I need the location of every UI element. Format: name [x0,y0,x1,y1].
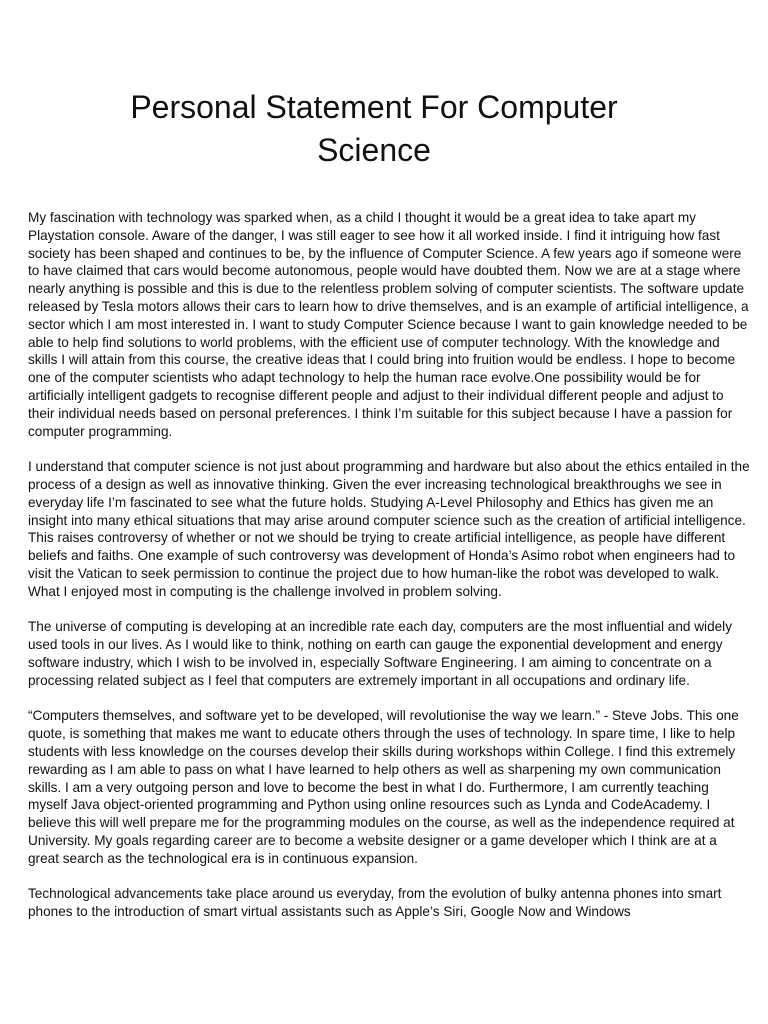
page-title [40,86,708,172]
document-body [28,209,750,939]
paragraph-5: Technological advancements take place around us everyday, from the evolution of bulky antenna phones into smart phones to the introduction of smart virtual assistants such as Apple’s Siri, Google Now and Windows [28,886,722,920]
title-line-1: Personal Statement For Computer [130,89,618,125]
paragraph-4: “Computers themselves, and software yet to be developed, will revolutionise the way we learn.” - Steve Jobs. This one quote, is something that makes me want to educate others through the uses of technology. In spare time, I like to help students with less knowledge on the courses develop their skills during workshops within College. I find this extremely rewarding as I am able to pass on what I have learned to help others as well as sharpening my own communication skills. I am a very outgoing person and love to become the best in what I do. Furthermore, I am currently teaching myself Java object-oriented programming and Python using online resources such as Lynda and CodeAcademy. I believe this will well prepare me for the programming modules on the course, as well as the independence required at University. My goals regarding career are to become a website designer or a game developer which I think are at a great search as the technological era is in continuous expansion. [28,708,739,866]
paragraph-1: My fascination with technology was sparked when, as a child I thought it would be a great idea to take apart my Playstation console. Aware of the danger, I was still eager to see how it all worked inside. I find it intriguing how fast society has been shaped and continues to be, by the influence of Computer Science. A few years ago if someone were to have claimed that cars would become autonomous, people would have doubted them. Now we are at a stage where nearly anything is possible and this is due to the relentless problem solving of computer scientists. The software update released by Tesla motors allows their cars to learn how to drive themselves, and is an example of artificial intelligence, a sector which I am most interested in. I want to study Computer Science because I want to gain knowledge needed to be able to help find solutions to world problems, with the efficient use of computer technology. With the knowledge and skills I will attain from this course, the creative ideas that I could bring into fruition would be endless. I hope to become one of the computer scientists who adapt technology to help the human race evolve.One possibility would be for artificially intelligent gadgets to recognise different people and adjust to their individual different people and adjust to their individual needs based on personal preferences. I think I’m suitable for this subject because I have a passion for computer programming. [28,210,749,439]
title-line-2: Science [317,132,431,168]
paragraph-2: I understand that computer science is not just about programming and hardware but also about the ethics entailed in the process of a design as well as innovative thinking. Given the ever increasing technological breakthroughs we see in everyday life I’m fascinated to see what the future holds. Studying A-Level Philosophy and Ethics has given me an insight into many ethical situations that may arise around computer science such as the creation of artificial intelligence. This raises controversy of whether or not we should be trying to create artificial intelligence, as people have different beliefs and faiths. One example of such controversy was development of Honda’s Asimo robot when engineers had to visit the Vatican to seek permission to continue the project due to how human-like the robot was developed to walk. What I enjoyed most in computing is the challenge involved in problem solving. [28,459,750,599]
paragraph-3: The universe of computing is developing at an incredible rate each day, computers are the most influential and widely used tools in our lives. As I would like to think, nothing on earth can gauge the exponential development and energy software industry, which I wish to be involved in, especially Software Engineering. I am aiming to concentrate on a processing related subject as I feel that computers are extremely important in all occupations and ordinary life. [28,619,733,688]
